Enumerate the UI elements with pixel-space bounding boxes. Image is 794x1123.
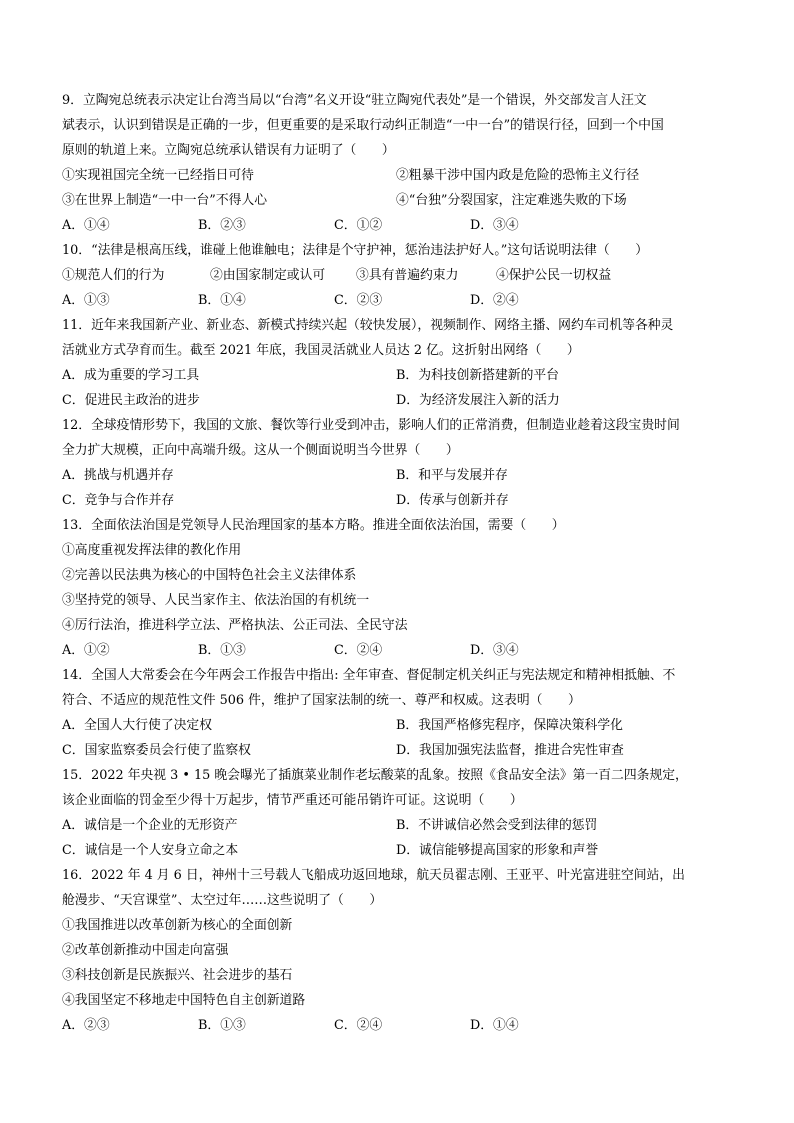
option-a[interactable]: A．诚信是一个企业的无形资产 [62, 818, 238, 833]
statement-2: ②完善以民法典为核心的中国特色社会主义法律体系 [62, 568, 357, 583]
option-c[interactable]: C．竞争与合作并存 [62, 493, 175, 508]
question-11-options-row [62, 363, 742, 388]
question-14-stem-line: 符合、不适应的规范性文件 506 件，维护了国家法制的统一、尊严和权威。这表明（ ） [62, 693, 581, 708]
question-15-options-row [62, 813, 742, 838]
question-15-stem-line: 15．2022 年央视 3 • 15 晚会曝光了插旗菜业制作老坛酸菜的乱象。按照《食品安全法》第一百二四条规定， [62, 768, 688, 783]
question-10-options [62, 288, 742, 313]
statement-1: ①高度重视发挥法律的教化作用 [62, 543, 242, 558]
question-9 [62, 88, 742, 238]
question-13 [62, 513, 742, 663]
question-9-options [62, 213, 742, 238]
statement-4: ④厉行法治，推进科学立法、严格执法、公正司法、全民守法 [62, 618, 408, 633]
option-d[interactable]: D．①④ [470, 1018, 519, 1033]
question-12-stem-line: 全力扩大规模，正向中高端升级。这从一个侧面说明当今世界（ ） [62, 443, 459, 458]
question-14-stem-line: 14．全国人大常委会在今年两会工作报告中指出: 全年审查、督促制定机关纠正与宪法规定和精神相抵触、不 [62, 668, 676, 683]
option-b[interactable]: B．①④ [198, 293, 246, 308]
question-11 [62, 313, 742, 413]
option-a[interactable]: A．②③ [62, 1018, 110, 1033]
question-10 [62, 238, 742, 313]
question-12-options-row [62, 488, 742, 513]
statement-4: ④“台独”分裂国家，注定难逃失败的下场 [396, 193, 627, 208]
question-12 [62, 413, 742, 513]
option-a[interactable]: A．全国人大行使了决定权 [62, 718, 213, 733]
question-10-statements [62, 263, 742, 288]
option-c[interactable]: C．诚信是一个人安身立命之本 [62, 843, 239, 858]
statement-3: ③具有普遍约束力 [356, 268, 459, 283]
option-a[interactable]: A．挑战与机遇并存 [62, 468, 174, 483]
statement-1: ①实现祖国完全统一已经指日可待 [62, 168, 254, 183]
option-c[interactable]: C．②③ [334, 293, 383, 308]
option-c[interactable]: C．国家监察委员会行使了监察权 [62, 743, 251, 758]
question-14-options-row [62, 738, 742, 763]
question-11-stem-line: 活就业方式孕育而生。截至 2021 年底，我国灵活就业人员达 2 亿。这折射出网络（ ） [62, 343, 580, 358]
option-d[interactable]: D．③④ [470, 643, 519, 658]
question-16-stem-line: 舱漫步、“天宫课堂”、太空过年……这些说明了（ ） [62, 893, 383, 908]
option-c[interactable]: C．②④ [334, 1018, 383, 1033]
statement-3: ③科技创新是民族振兴、社会进步的基石 [62, 968, 293, 983]
question-9-stem-line: 原则的轨道上来。立陶宛总统承认错误有力证明了（ ） [62, 143, 395, 158]
option-d[interactable]: D．为经济发展注入新的活力 [396, 393, 560, 408]
option-a[interactable]: A．①④ [62, 218, 110, 233]
option-d[interactable]: D．传承与创新并存 [396, 493, 509, 508]
statement-4: ④我国坚定不移地走中国特色自主创新道路 [62, 993, 306, 1008]
option-b[interactable]: B．不讲诚信必然会受到法律的惩罚 [396, 818, 598, 833]
option-d[interactable]: D．诚信能够提高国家的形象和声誉 [396, 843, 599, 858]
option-a[interactable]: A．成为重要的学习工具 [62, 368, 200, 383]
option-c[interactable]: C．①② [334, 218, 383, 233]
question-16-stem-line: 16．2022 年 4 月 6 日，神州十三号载人飞船成功返回地球，航天员翟志刚、王亚平、叶光富进驻空间站，出 [62, 868, 685, 883]
question-15 [62, 763, 742, 863]
option-a[interactable]: A．①③ [62, 293, 110, 308]
question-9-statements-row [62, 163, 742, 188]
option-b[interactable]: B．和平与发展并存 [396, 468, 508, 483]
statement-2: ②粗暴干涉中国内政是危险的恐怖主义行径 [396, 168, 640, 183]
question-13-stem-line: 13．全面依法治国是党领导人民治理国家的基本方略。推进全面依法治国，需要（ ） [62, 518, 565, 533]
question-12-stem-line: 12．全球疫情形势下，我国的文旅、餐饮等行业受到冲击，影响人们的正常消费，但制造业趁着这段宝贵时间 [62, 418, 680, 433]
question-11-options-row [62, 388, 742, 413]
statement-2: ②改革创新推动中国走向富强 [62, 943, 229, 958]
option-b[interactable]: B．我国严格修宪程序，保障决策科学化 [396, 718, 623, 733]
statement-2: ②由国家制定或认可 [210, 268, 326, 283]
option-a[interactable]: A．①② [62, 643, 110, 658]
exam-page [62, 88, 742, 1038]
option-b[interactable]: B．①③ [198, 643, 246, 658]
option-d[interactable]: D．③④ [470, 218, 519, 233]
question-10-stem-line: 10．“法律是根高压线，谁碰上他谁触电；法律是个守护神，惩治违法护好人。”这句话说明法律（ ） [62, 243, 649, 258]
question-11-stem-line: 11．近年来我国新产业、新业态、新模式持续兴起（较快发展），视频制作、网络主播、网约车司机等各种灵 [62, 318, 674, 333]
option-b[interactable]: B．为科技创新搭建新的平台 [396, 368, 559, 383]
statement-1: ①我国推进以改革创新为核心的全面创新 [62, 918, 293, 933]
option-b[interactable]: B．①③ [198, 1018, 246, 1033]
question-15-stem-line: 该企业面临的罚金至少得十万起步，情节严重还可能吊销许可证。这说明（ ） [62, 793, 523, 808]
question-9-stem-line: 斌表示，认识到错误是正确的一步，但更重要的是采取行动纠正制造“一中一台”的错误行径，回到一个中国 [62, 118, 664, 133]
option-c[interactable]: C．促进民主政治的进步 [62, 393, 200, 408]
question-13-options [62, 638, 742, 663]
statement-1: ①规范人们的行为 [62, 268, 165, 283]
statement-3: ③在世界上制造“一中一台”不得人心 [62, 193, 268, 208]
option-c[interactable]: C．②④ [334, 643, 383, 658]
question-9-statements-row [62, 188, 742, 213]
question-9-stem-line: 9．立陶宛总统表示决定让台湾当局以“台湾”名义开设“驻立陶宛代表处”是一个错误，外交部发言人汪文 [62, 93, 647, 108]
option-d[interactable]: D．②④ [470, 293, 519, 308]
question-15-options-row [62, 838, 742, 863]
question-14 [62, 663, 742, 763]
statement-4: ④保护公民一切权益 [496, 268, 612, 283]
option-b[interactable]: B．②③ [198, 218, 246, 233]
question-16 [62, 863, 742, 1038]
question-16-options [62, 1013, 742, 1038]
question-14-options-row [62, 713, 742, 738]
option-d[interactable]: D．我国加强宪法监督，推进合宪性审查 [396, 743, 624, 758]
statement-3: ③坚持党的领导、人民当家作主、依法治国的有机统一 [62, 593, 370, 608]
question-12-options-row [62, 463, 742, 488]
